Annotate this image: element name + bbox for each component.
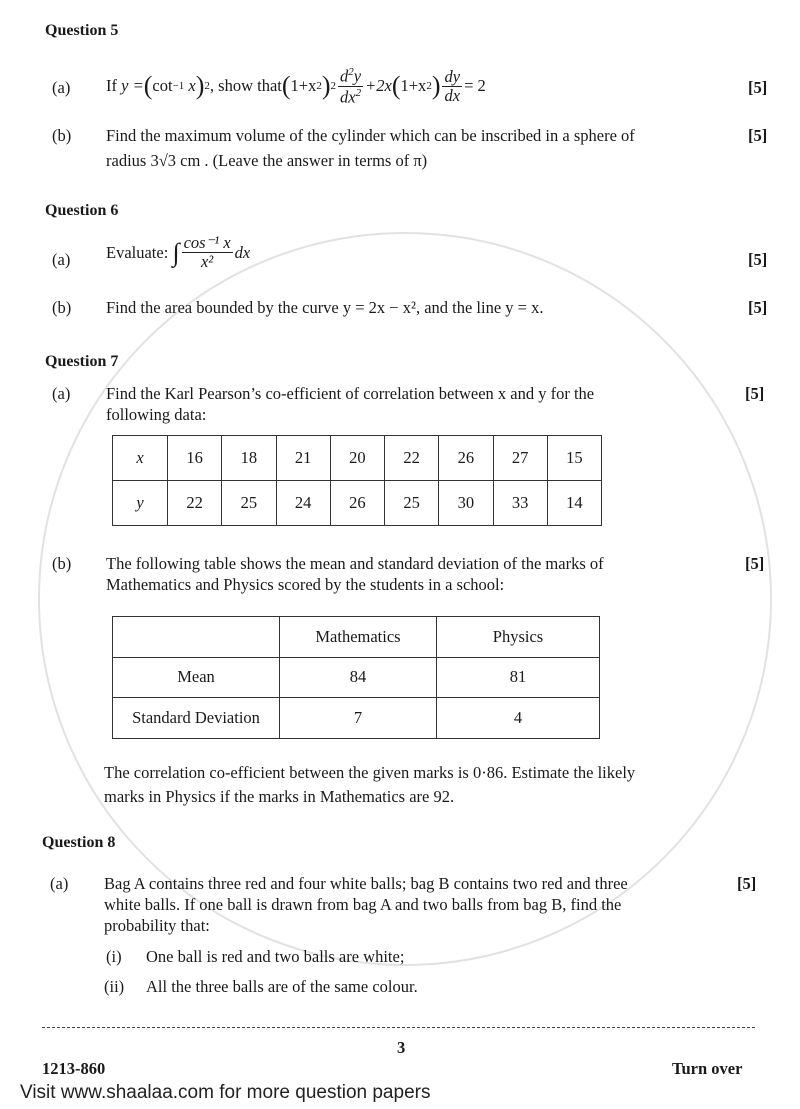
table-row — [113, 698, 600, 739]
cell: 84 — [280, 657, 437, 698]
cell: 33 — [493, 481, 547, 526]
q6a-label: (a) — [52, 250, 71, 269]
cell: 16 — [168, 436, 222, 481]
turn-over: Turn over — [672, 1059, 743, 1078]
q5a-x: x — [188, 76, 196, 96]
table-row — [113, 657, 600, 698]
cell: Mathematics — [280, 617, 437, 658]
q5b-line1: Find the maximum volume of the cylinder which can be inscribed in a sphere of — [106, 126, 635, 145]
q6b-marks: [5] — [748, 298, 768, 317]
q6b-label: (b) — [52, 298, 72, 317]
q5a-if: If — [106, 76, 117, 96]
q5a-2x: +2x — [365, 76, 392, 96]
table-row — [113, 481, 602, 526]
table-row — [113, 436, 602, 481]
q5a-d2ydx2: $\frac{d^2y}{dx^2}$ — [340, 66, 362, 107]
q6a-text: Evaluate: ∫ $\frac{\text{cos⁻¹ x}}{\text{x²}}$ dx — [106, 233, 251, 272]
mean-sd-table — [112, 616, 600, 739]
xy-data-table — [112, 435, 602, 526]
q5a-show: , show that — [209, 76, 282, 96]
q7b-line2: Mathematics and Physics scored by the students in a school: — [106, 575, 505, 594]
cell: 27 — [493, 436, 547, 481]
q7a-line2: following data: — [106, 405, 207, 424]
page-number: 3 — [397, 1038, 406, 1057]
q8a-ii-text: All the three balls are of the same colour. — [146, 977, 418, 996]
cell: 7 — [280, 698, 437, 739]
q5b-marks: [5] — [748, 126, 768, 145]
table-row — [113, 617, 600, 658]
cell: 22 — [168, 481, 222, 526]
q8a-line2: white balls. If one ball is drawn from bag A and two balls from bag B, find the — [104, 895, 622, 914]
cell: y — [136, 493, 144, 512]
cell: 14 — [547, 481, 601, 526]
q5a-eq: = 2 — [464, 76, 486, 96]
q5a-dydx: $\frac{dy}{dx}$ — [444, 66, 461, 105]
cell: 30 — [439, 481, 493, 526]
q8a-label: (a) — [50, 874, 69, 893]
cell: 25 — [222, 481, 276, 526]
paper-code: 1213-860 — [42, 1059, 106, 1078]
q6a-evaluate: Evaluate: — [106, 242, 169, 262]
cell: 24 — [276, 481, 330, 526]
q8a-i-text: One ball is red and two balls are white; — [146, 947, 405, 966]
cell: 26 — [439, 436, 493, 481]
cell: 20 — [330, 436, 384, 481]
q7b-marks: [5] — [745, 554, 765, 573]
q7b-label: (b) — [52, 554, 72, 573]
q8a-line3: probability that: — [104, 916, 210, 935]
question-8-title: Question 8 — [42, 834, 116, 851]
footer-divider — [42, 1027, 755, 1028]
cell: Physics — [437, 617, 600, 658]
q5a-y: y = — [121, 76, 144, 96]
q5b-label: (b) — [52, 126, 72, 145]
q6a-fraction: $\frac{\text{cos⁻¹ x}}{\text{x²}}$ — [183, 233, 231, 272]
q8a-ii-label: (ii) — [104, 977, 125, 996]
question-5-title: Question 5 — [45, 22, 119, 39]
cell: 18 — [222, 436, 276, 481]
cell: 22 — [385, 436, 439, 481]
q5a-text: If y = ( cot −1 x ) 2 , show that ( 1+x 2 ) 2 $\frac{d^2y}{dx^2}$ +2x ( 1+x 2 ) $\frac{dy}{dx}$ = 2 — [106, 66, 486, 107]
q8a-line1: Bag A contains three red and four white balls; bag B contains two red and three — [104, 874, 628, 893]
question-7-title: Question 7 — [45, 353, 119, 370]
q5a-inv: −1 — [172, 80, 185, 93]
watermark-circle — [38, 232, 772, 966]
q7a-marks: [5] — [745, 384, 765, 403]
q6a-dx: dx — [234, 242, 251, 262]
q6a-marks: [5] — [748, 250, 768, 269]
cell: Mean — [113, 657, 280, 698]
cell: 4 — [437, 698, 600, 739]
cell: 21 — [276, 436, 330, 481]
q5a-sq: 2 — [204, 80, 210, 93]
question-6-title: Question 6 — [45, 202, 119, 219]
cell: 15 — [547, 436, 601, 481]
cell — [113, 617, 280, 658]
cell: 81 — [437, 657, 600, 698]
q7b-line1: The following table shows the mean and standard deviation of the marks of — [106, 554, 604, 573]
q8a-marks: [5] — [737, 874, 757, 893]
q7a-line1: Find the Karl Pearson’s co-efficient of correlation between x and y for the — [106, 384, 595, 403]
q5a-label: (a) — [52, 78, 71, 97]
cell: x — [136, 448, 144, 467]
q5b-line2: radius 3√3 cm . (Leave the answer in terms of π) — [106, 151, 428, 170]
q7a-label: (a) — [52, 384, 71, 403]
q7b-para2: marks in Physics if the marks in Mathematics are 92. — [104, 787, 455, 806]
visit-link[interactable]: Visit www.shaalaa.com for more question papers — [20, 1082, 431, 1103]
q5a-marks: [5] — [748, 78, 768, 97]
cell: Standard Deviation — [113, 698, 280, 739]
q5a-lhs: 1+x — [290, 76, 317, 96]
q5a-cot: cot — [152, 76, 173, 96]
q7b-para1: The correlation co-efficient between the given marks is 0·86. Estimate the likely — [104, 763, 636, 782]
cell: 26 — [330, 481, 384, 526]
q6b-text: Find the area bounded by the curve y = 2x − x², and the line y = x. — [106, 298, 544, 317]
q8a-i-label: (i) — [106, 947, 122, 966]
cell: 25 — [385, 481, 439, 526]
